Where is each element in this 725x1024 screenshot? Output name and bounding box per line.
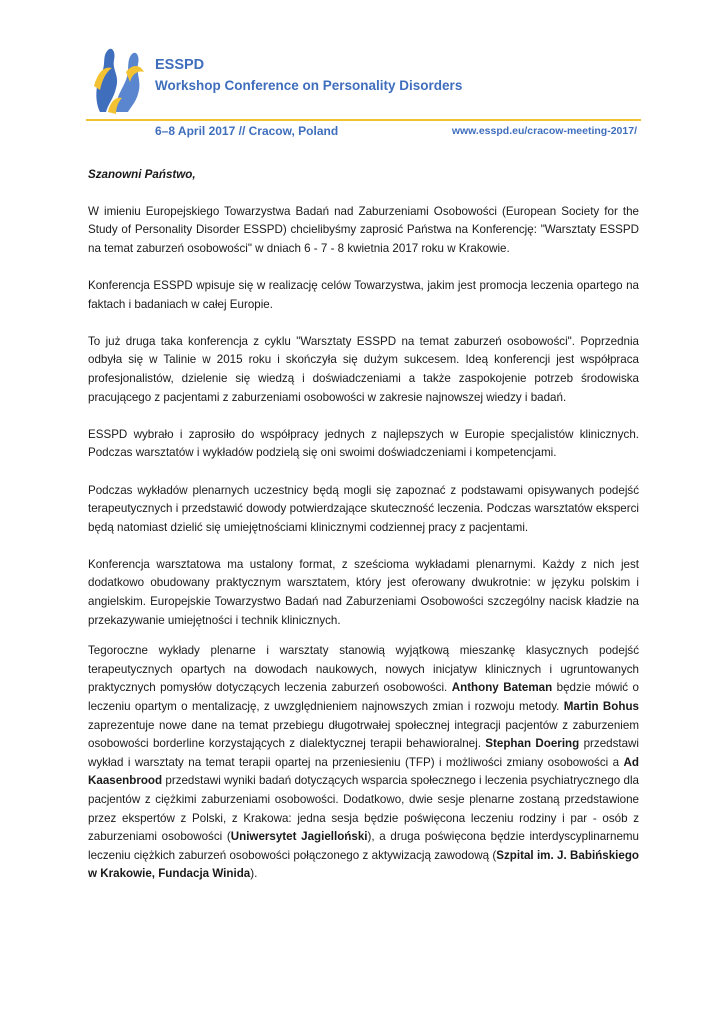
paragraph-7 xyxy=(88,642,639,884)
speaker-name: Anthony Bateman xyxy=(451,681,553,695)
header-divider xyxy=(86,119,641,121)
speaker-name: Martin Bohus xyxy=(563,700,639,714)
institution-name: Szpital im. J. Babińskiego w Krakowie, Fundacja Winida xyxy=(88,848,639,881)
institution-name: Uniwersytet Jagielloński xyxy=(230,830,368,844)
paragraph-7-text: Tegoroczne wykłady plenarne i warsztaty stanowią wyjątkową mieszankę klasycznych podejść terapeutycznych opartych na dowodach naukowych, nowych inicjatyw klinicznych i ugruntowanych praktycznych pomysłów dotyczących leczenia zaburzeń osobowości. xyxy=(88,644,639,695)
paragraph-7-text: będzie mówić o leczeniu opartym o mentalizację, z uwzględnieniem najnowszych zmian i rozwoju metody. xyxy=(88,681,639,714)
conference-title: Workshop Conference on Personality Disorders xyxy=(155,78,463,93)
paragraph-7-text: zaprezentuje nowe dane na temat przebiegu długotrwałej społecznej integracji pacjentów z zaburzeniem osobowości borderline korzystających z dialektycznej terapii behawioralnej. xyxy=(88,718,639,751)
paragraph-7-text: ). xyxy=(250,867,258,881)
greeting: Szanowni Państwo, xyxy=(88,168,196,181)
org-name: ESSPD xyxy=(155,57,205,73)
speaker-name: Ad Kaasenbrood xyxy=(88,755,639,788)
speaker-name: Stephan Doering xyxy=(485,737,580,751)
letter-body xyxy=(88,166,639,884)
paragraph-7-text: przedstawi wykład i warsztaty na temat terapii opartej na przeniesieniu (TFP) i możliwości zmiany osobowości a xyxy=(88,737,640,769)
paragraph-2: Konferencja ESSPD wpisuje się w realizację celów Towarzystwa, jakim jest promocja leczenia opartego na faktach i badaniach w całej Europie. xyxy=(88,278,639,311)
paragraph-6: Konferencja warsztatowa ma ustalony format, z sześcioma wykładami plenarnymi. Każdy z nich jest dodatkowo obudowany praktycznym warsztatem, który jest oferowany dwukrotnie: w języku polskim i angielskim. Europejskie Towarzystwo Badań nad Zaburzeniami Osobowości szczególny nacisk kładzie na przekazywanie umiejętności i technik klinicznych. xyxy=(88,557,639,627)
paragraph-5: Podczas wykładów plenarnych uczestnicy będą mogli się zapoznać z podstawami opisywanych podejść terapeutycznych i przedstawić dowody potwierdzające skuteczność leczenia. Podczas warsztatów eksperci będą natomiast dzielić się umiejętnościami klinicznymi codziennej pracy z pacjentami. xyxy=(88,483,639,534)
paragraph-1: W imieniu Europejskiego Towarzystwa Badań nad Zaburzeniami Osobowości (European Society for the Study of Personality Disorder ESSPD) chcielibyśmy zaprosić Państwa na Konferencję: "Warsztaty ESSPD na temat zaburzeń osobowości" w dniach 6 - 7 - 8 kwietnia 2017 roku w Krakowie. xyxy=(88,204,639,255)
brand-block xyxy=(155,56,462,95)
paragraph-4: ESSPD wybrało i zaprosiło do współpracy jednych z najlepszych w Europie specjalistów klinicznych. Podczas warsztatów i wykładów podzielą się oni swoimi doświadczeniami i kompetencjami. xyxy=(88,427,639,460)
paragraph-7-text: ), a druga poświęcona będzie interdyscyplinarnemu leczeniu ciężkich zaburzeń osobowości połączonego z aktywizacją zawodową ( xyxy=(88,830,639,862)
conference-url[interactable]: www.esspd.eu/cracow-meeting-2017/ xyxy=(451,125,637,137)
paragraph-7-text: przedstawi wyniki badań dotyczących wsparcia społecznego i leczenia psychiatrycznego dla pacjentów z ciężkimi zaburzeniami osobowości. Dodatkowo, dwie sesje plenarne zostaną przedstawione przez ekspertów z Polski, z Krakowa: jedna sesja będzie poświęcona leczeniu rodziny i par - osób z zaburzeniami osobowości ( xyxy=(88,774,639,844)
date-location: 6–8 April 2017 // Cracow, Poland xyxy=(155,124,339,138)
paragraph-3: To już druga taka konferencja z cyklu "Warsztaty ESSPD na temat zaburzeń osobowości". Poprzednia odbyła się w Talinie w 2015 roku i skończyła się dużym sukcesem. Ideą konferencji jest współpraca profesjonalistów, dzielenie się wiedzą i doświadczeniami a także zaspokojenie potrzeb środowiska pracującego z pacjentami z zaburzeniami osobowości w zakresie najnowszej wiedzy i badań. xyxy=(88,334,639,404)
esspd-logo xyxy=(86,42,150,116)
